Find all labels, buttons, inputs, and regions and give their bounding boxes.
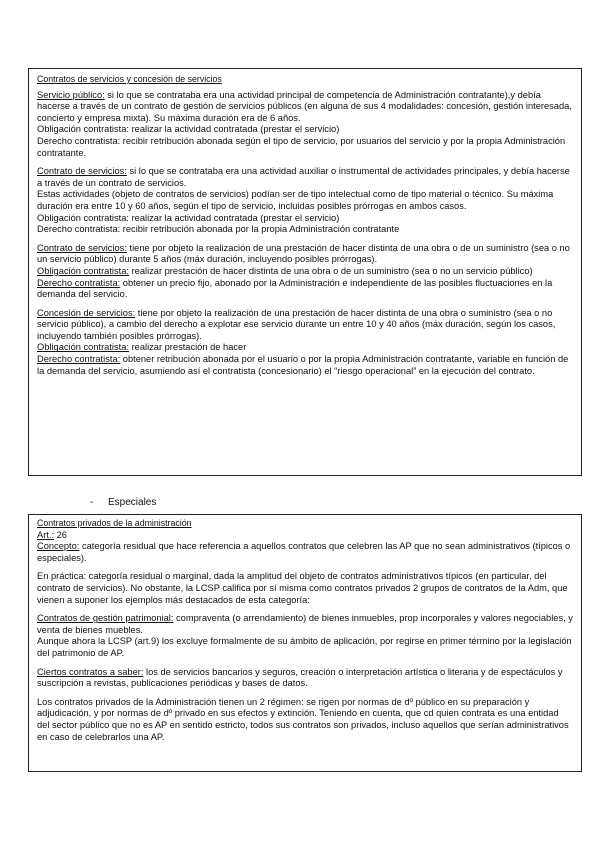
- derecho-text: obtener un precio fijo, abonado por la Administración e independiente de las posibles fluctuaciones en la demanda del servicio.: [37, 277, 553, 300]
- gestion-paragraph: [37, 613, 573, 636]
- obligacion-label: Obligación contratista:: [37, 342, 129, 353]
- derecho-line: [37, 278, 573, 301]
- en-practica-paragraph: En práctica: categoría residual o marginal, dada la amplitud del objeto de contratos administrativos típicos (en particular, del contrato de servicios). No obstante, la LCSP califica por sí misma como contratos privados 2 grupos de contratos de la Adm, que vienen a suponer los ejemplos más destacados de esta categoría:: [37, 571, 568, 605]
- section-title: Contratos de servicios y concesión de servicios: [37, 74, 222, 84]
- term-label: Servicio público:: [37, 89, 105, 100]
- term-label: Contrato de servicios:: [37, 242, 127, 253]
- contrato-servicios-old-paragraph: [37, 166, 573, 189]
- derecho-line: Derecho contratista: recibir retribución abonada por la propia Administración contratante: [37, 224, 400, 235]
- term-text: tiene por objeto la realización de una prestación de hacer distinta de una obra o de un suministro (sea o no un servicio público) durante 5 años (máx duración, incluyendo posibles prórrogas).: [37, 242, 570, 265]
- concepto-text: categoría residual que hace referencia a aquellos contratos que celebren las AP que no sean administrativos (típicos o especiales).: [37, 541, 571, 563]
- bullet-especiales: [90, 497, 156, 509]
- ciertos-text: los de servicios bancarios y seguros, creación o interpretación artística o literaria y de espectáculos y suscripción a revistas, publicaciones periódicas y bases de datos.: [37, 666, 563, 689]
- bullet-dash: -: [90, 497, 94, 508]
- term-text: tiene por objeto la realización de una prestación de hacer distinta de una obra o suministro (sea o no servicio público), a cambio del derecho a explotar ese servicio durante un entre 10 y 40 años (máx duración, según los casos, incluyendo también posibles prórrogas).: [37, 307, 556, 341]
- derecho-text: obtener retribución abonada por el usuario o por la propia Administración contratante, variable en función de la demanda del servicio, asumiendo así el contratista (concesionario) el “riesgo operacional” en la ejecución del contrato.: [37, 354, 569, 376]
- obligacion-line: [37, 342, 573, 354]
- derecho-label: Derecho contratista:: [37, 277, 121, 288]
- concesion-paragraph: [37, 308, 573, 343]
- term-text: si lo que se contrataba era una actividad auxiliar o instrumental de actividades principales, y debía hacerse a través de un contrato de servicios.: [37, 166, 570, 188]
- art-value: 26: [54, 529, 67, 540]
- private-contracts-box: [28, 514, 582, 772]
- obligacion-line: Obligación contratista: realizar la actividad contratada (prestar el servicio): [37, 212, 340, 223]
- gestion-label: Contratos de gestión patrimonial:: [37, 613, 174, 624]
- concepto-label: Concepto:: [37, 541, 80, 552]
- regimen-paragraph: Los contratos privados de la Administración tienen un 2 régimen: se rigen por normas de dº público en su preparación y adjudicación, y por normas de dº privado en sus efectos y extinción. Teniendo en cuenta, que cd quien contrata es una entidad del sector público que no es AP en sentido estricto, todos sus contratos son privados, incluso aquellos que serían administrativos en caso de celebrarlos una AP.: [37, 696, 569, 742]
- ciertos-label: Ciertos contratos a saber:: [37, 666, 144, 677]
- servicio-publico-paragraph: [37, 90, 573, 125]
- term-text: si lo que se contrataba era una actividad principal de competencia de Administración contratante),y debía hacerse a través de un contrato de gestión de servicios públicos (en alguna de sus 4 modalidades: concesión, gestión interesada, concierto y empresa mixta). Su máxima duración era de 6 años.: [37, 89, 572, 123]
- section-title: Contratos privados de la administración: [37, 518, 192, 528]
- obligacion-line: Obligación contratista: realizar la actividad contratada (prestar el servicio): [37, 124, 340, 135]
- derecho-line: Derecho contratista: recibir retribución abonada según el tipo de servicio, por usuarios del servicio y por la propia Administración contratante.: [37, 135, 566, 158]
- bullet-text: Especiales: [108, 497, 157, 508]
- obligacion-text: realizar prestación de hacer distinta de una obra o de un suministro (sea o no un servicio público): [128, 265, 533, 276]
- art-line: [37, 530, 573, 542]
- concepto-paragraph: [37, 541, 573, 564]
- term-label: Contrato de servicios:: [37, 166, 127, 177]
- services-contracts-box: [28, 68, 582, 476]
- gestion-text: compraventa (o arrendamiento) de bienes inmuebles, prop incorporales y valores negociables, y venta de bienes muebles.: [37, 613, 573, 635]
- art-label: Art.:: [37, 529, 55, 540]
- obligacion-line: [37, 266, 573, 278]
- obligacion-label: Obligación contratista:: [37, 265, 129, 276]
- ciertos-paragraph: [37, 667, 573, 690]
- derecho-label: Derecho contratista:: [37, 354, 121, 365]
- actividades-paragraph: Estas actividades (objeto de contratos de servicios) podían ser de tipo intelectual como de tipo material o técnico. Su máxima duración era entre 10 y 60 años, según el tipo de servicio, incluidas posibles prórrogas en ambos casos.: [37, 189, 554, 211]
- contrato-servicios-paragraph: [37, 243, 573, 266]
- term-label: Concesión de servicios:: [37, 307, 136, 318]
- derecho-line: [37, 354, 573, 377]
- aunque-paragraph: Aunque ahora la LCSP (art.9) los excluye formalmente de su ámbito de aplicación, por regirse en primer término por la legislación del patrimonio de AP.: [37, 636, 572, 658]
- obligacion-text: realizar prestación de hacer: [128, 342, 247, 353]
